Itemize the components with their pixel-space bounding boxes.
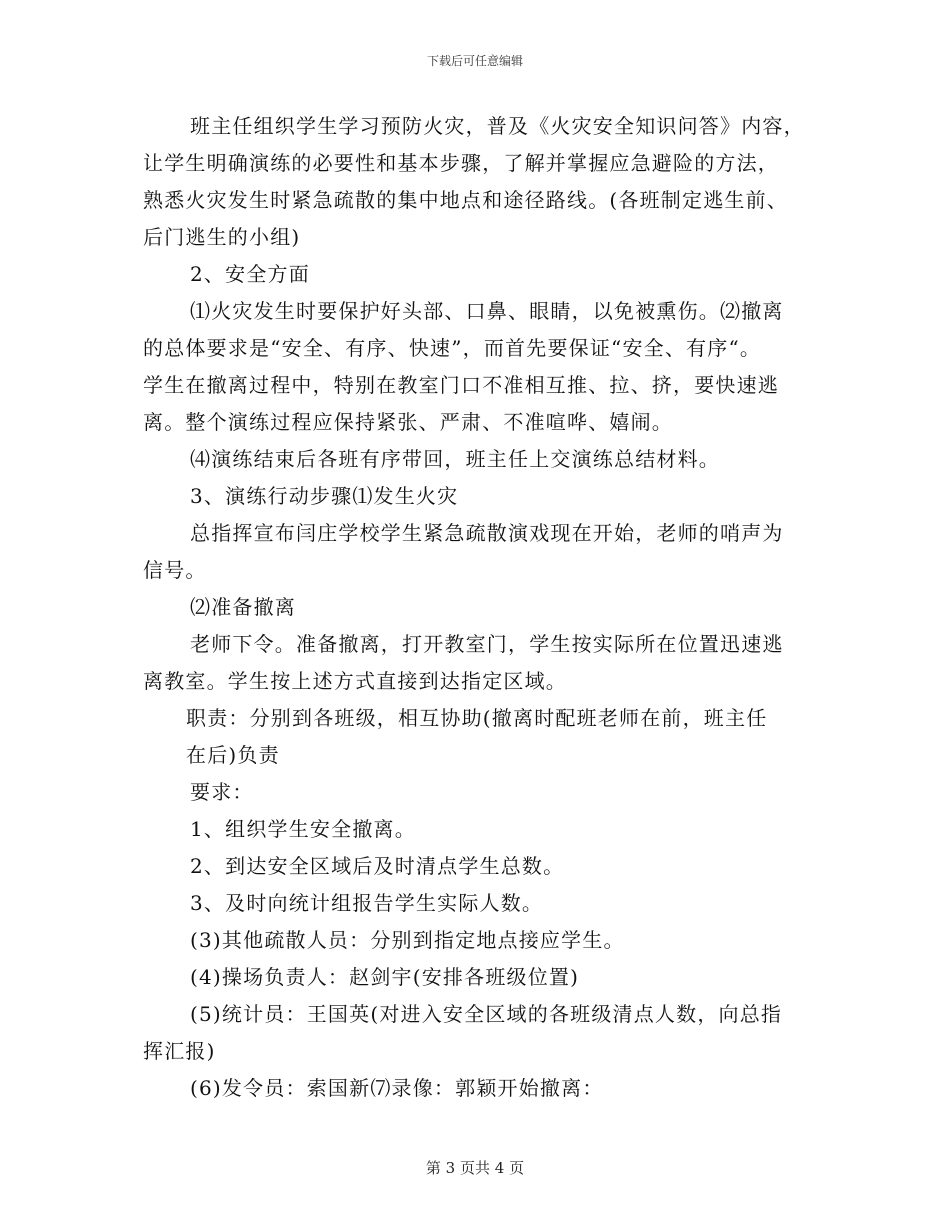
list-item: 3、及时向统计组报告学生实际人数。 <box>190 891 544 915</box>
text-line: 要求： <box>190 780 254 804</box>
list-item: (5)统计员：王国英(对进入安全区域的各班级清点人数，向总指 <box>190 1002 783 1026</box>
list-item: (6)发令员：索国新⑺录像：郭颖开始撤离： <box>190 1076 604 1100</box>
text-line: 让学生明确演练的必要性和基本步骤，了解并掌握应急避险的方法， <box>143 151 779 175</box>
text-line: 挥汇报) <box>143 1039 216 1063</box>
list-item: (4)操场负责人：赵剑宇(安排各班级位置) <box>190 965 580 989</box>
list-item: (3)其他疏散人员：分别到指定地点接应学生。 <box>190 928 625 952</box>
page-header: 下载后可任意编辑 <box>426 54 523 68</box>
list-item: 2、到达安全区域后及时清点学生总数。 <box>190 854 565 878</box>
text-line: 职责：分别到各班级，相互协助(撤离时配班老师在前，班主任 <box>186 706 768 730</box>
document-body <box>143 108 813 1107</box>
section-heading: 2、安全方面 <box>190 262 310 286</box>
text-line: ⑵准备撤离 <box>190 595 296 619</box>
text-line: 老师下令。准备撤离，打开教室门，学生按实际所在位置迅速逃 <box>190 632 784 656</box>
text-line: ⑴火灾发生时要保护好头部、口鼻、眼睛，以免被熏伤。⑵撤离 <box>190 299 784 323</box>
list-item: 1、组织学生安全撤离。 <box>190 817 416 841</box>
text-line: 熟悉火灾发生时紧急疏散的集中地点和途径路线。(各班制定逃生前、 <box>143 188 789 212</box>
text-line: 总指挥宣布闫庄学校学生紧急疏散演戏现在开始，老师的哨声为 <box>190 521 784 545</box>
text-line: 在后)负责 <box>186 743 280 767</box>
text-line: 离。整个演练过程应保持紧张、严肃、不准喧哗、嬉闹。 <box>143 410 673 434</box>
page-footer: 第 3 页共 4 页 <box>425 1159 525 1177</box>
text-line: 离教室。学生按上述方式直接到达指定区域。 <box>143 669 567 693</box>
text-line: 后门逃生的小组) <box>143 225 301 249</box>
section-heading: 3、演练行动步骤⑴发生火灾 <box>190 484 459 508</box>
text-line: ⑷演练结束后各班有序带回，班主任上交演练总结材料。 <box>190 447 720 471</box>
text-line: 班主任组织学生学习预防火灾，普及《火灾安全知识问答》内容， <box>190 114 805 138</box>
text-line: 的总体要求是“安全、有序、快速”，而首先要保证“安全、有序“。 <box>143 336 762 360</box>
text-line: 信号。 <box>143 558 207 582</box>
text-line: 学生在撤离过程中，特别在教室门口不准相互推、拉、挤，要快速逃 <box>143 373 779 397</box>
